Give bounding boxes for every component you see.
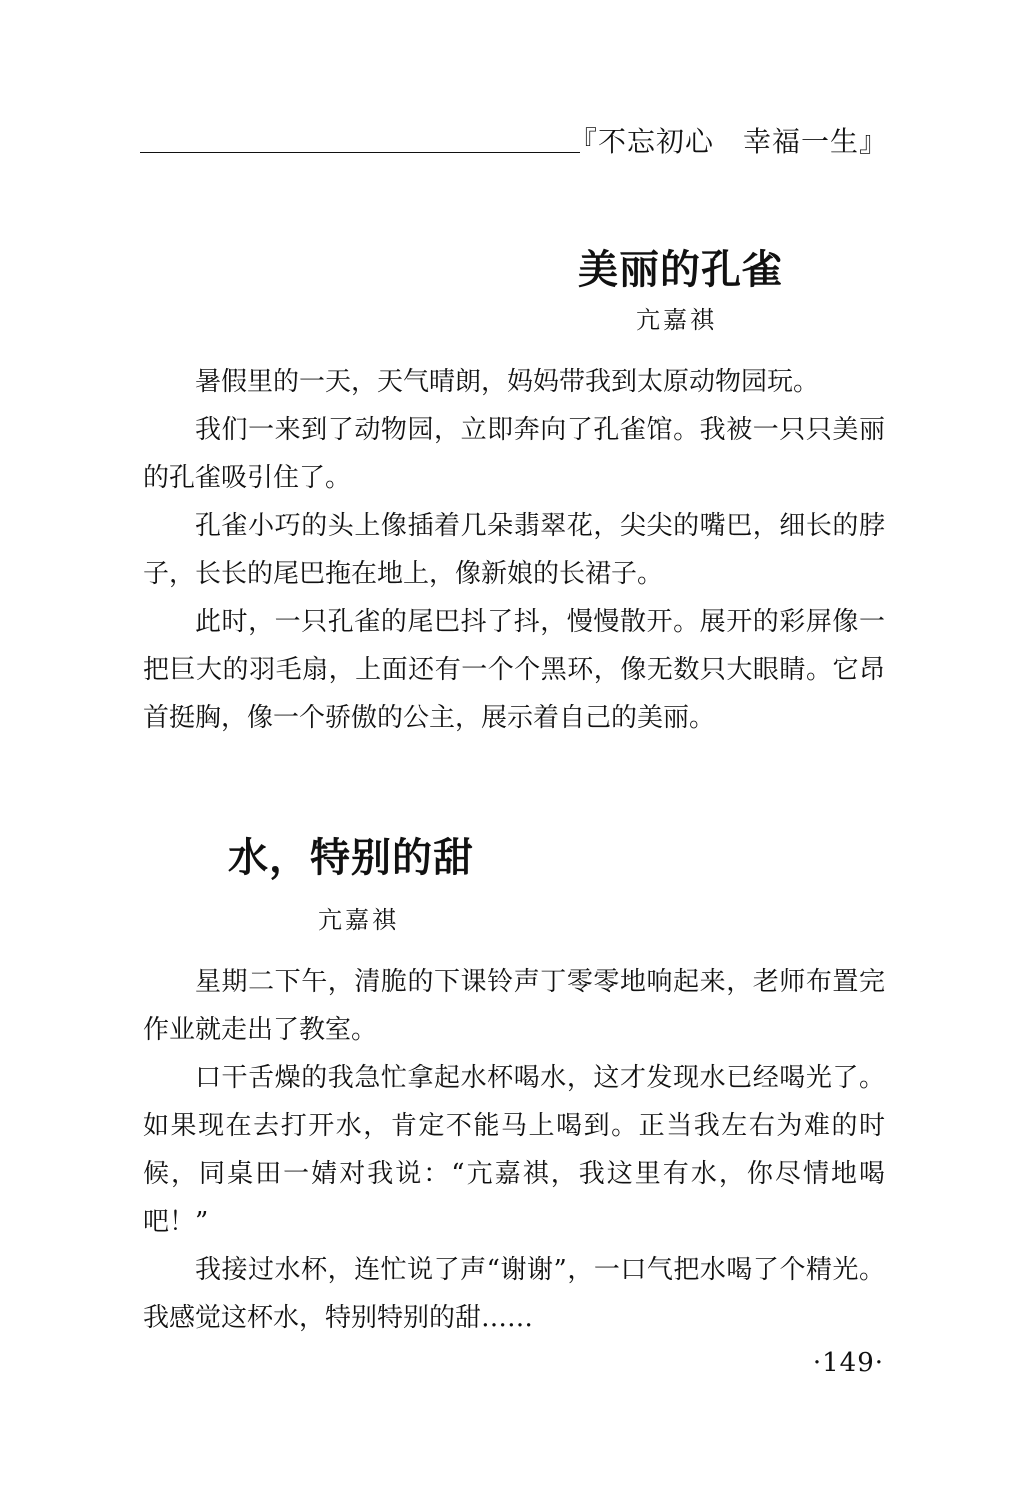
article-title: 水，特别的甜 [228, 835, 474, 881]
article-author: 亢嘉祺 [318, 906, 399, 934]
paragraph: 此时，一只孔雀的尾巴抖了抖，慢慢散开。展开的彩屏像一把巨大的羽毛扇，上面还有一个个黑环，像无数只大眼睛。它昂首挺胸，像一个骄傲的公主，展示着自己的美丽。 [143, 607, 885, 733]
article-author: 亢嘉祺 [636, 306, 717, 334]
page-number: ·149· [812, 1348, 884, 1378]
header-rule [140, 152, 580, 153]
paragraph: 口干舌燥的我急忙拿起水杯喝水，这才发现水已经喝光了。如果现在去打开水，肯定不能马上喝到。正当我左右为难的时候，同桌田一婧对我说：“亢嘉祺，我这里有水，你尽情地喝吧！” [143, 1063, 885, 1237]
running-title: 『不忘初心 幸福一生』 [568, 125, 888, 158]
article-body [143, 958, 885, 1342]
running-header [140, 118, 888, 158]
article-title: 美丽的孔雀 [578, 247, 783, 293]
paragraph: 我接过水杯，连忙说了声“谢谢”，一口气把水喝了个精光。我感觉这杯水，特别特别的甜…… [143, 1255, 885, 1333]
paragraph: 我们一来到了动物园，立即奔向了孔雀馆。我被一只只美丽的孔雀吸引住了。 [143, 415, 885, 493]
paragraph: 孔雀小巧的头上像插着几朵翡翠花，尖尖的嘴巴，细长的脖子，长长的尾巴拖在地上，像新娘的长裙子。 [143, 511, 885, 589]
article-body [143, 358, 885, 742]
paragraph: 星期二下午，清脆的下课铃声丁零零地响起来，老师布置完作业就走出了教室。 [143, 967, 885, 1045]
paragraph: 暑假里的一天，天气晴朗，妈妈带我到太原动物园玩。 [195, 367, 820, 397]
